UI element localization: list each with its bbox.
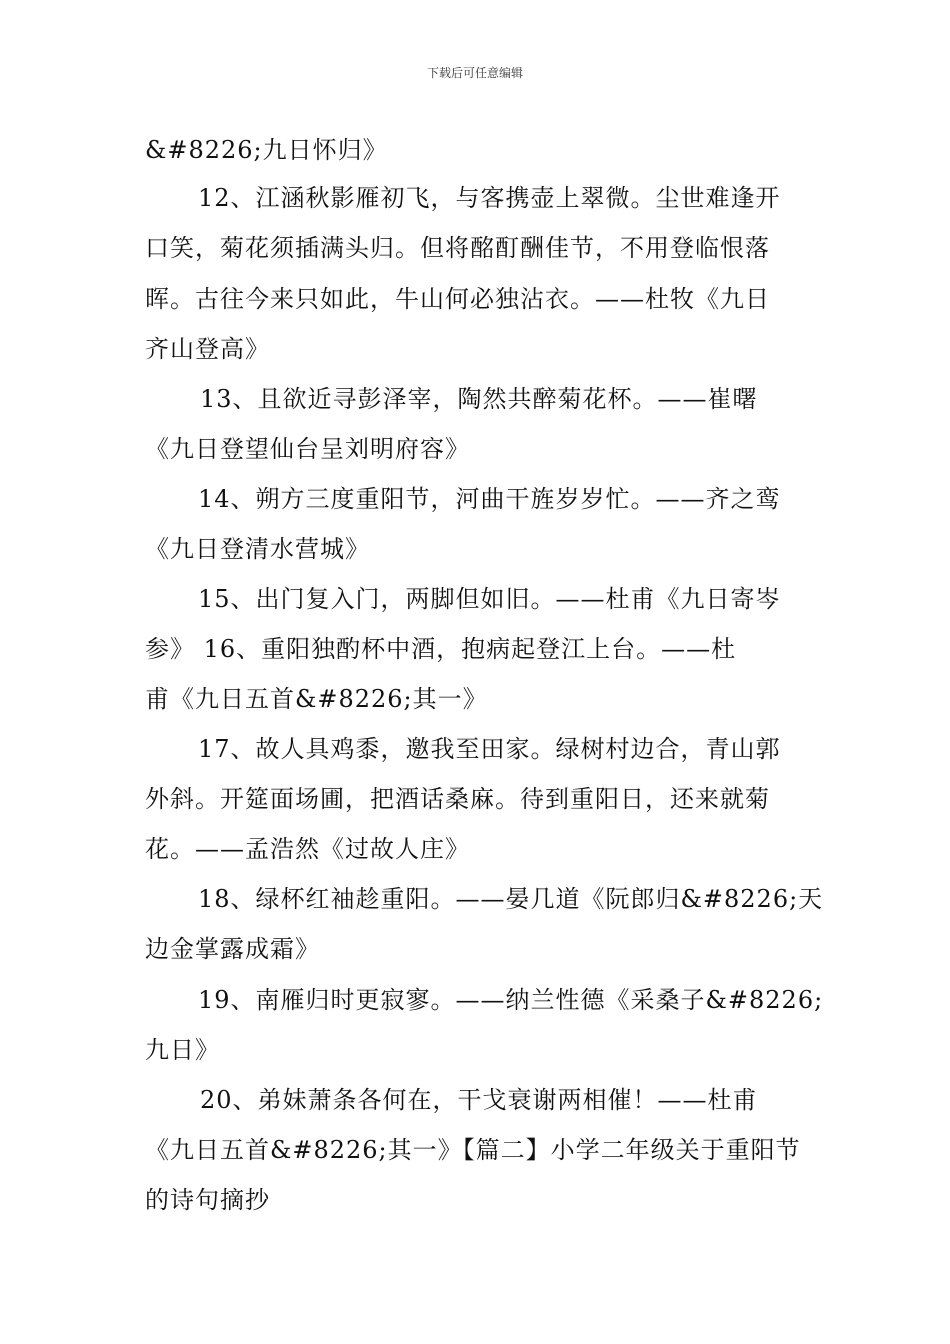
text-line: &#8226;九日怀归》 <box>145 136 388 164</box>
text-line: 参》 16、重阳独酌杯中酒，抱病起登江上台。——杜 <box>145 635 737 663</box>
text-line: 晖。古往今来只如此，牛山何必独沾衣。——杜牧《九日 <box>145 285 770 313</box>
text-line: 15、出门复入门，两脚但如旧。——杜甫《九日寄岑 <box>198 585 781 613</box>
text-line: 14、朔方三度重阳节，河曲干旌岁岁忙。——齐之鸾 <box>198 485 781 513</box>
text-line: 18、绿杯红袖趁重阳。——晏几道《阮郎归&#8226;天 <box>198 885 824 913</box>
text-line: 九日》 <box>145 1036 220 1064</box>
text-line: 《九日五首&#8226;其一》【篇二】小学二年级关于重阳节 <box>145 1136 801 1164</box>
text-line: 边金掌露成霜》 <box>145 935 320 963</box>
text-line: 《九日登清水营城》 <box>145 535 370 563</box>
text-line: 12、江涵秋影雁初飞，与客携壶上翠微。尘世难逢开 <box>198 184 781 212</box>
text-line: 20、弟妹萧条各何在，干戈衰谢两相催！——杜甫 <box>200 1086 758 1114</box>
text-line: 甫《九日五首&#8226;其一》 <box>145 685 488 713</box>
text-line: 齐山登高》 <box>145 335 270 363</box>
text-line: 《九日登望仙台呈刘明府容》 <box>145 435 470 463</box>
text-line: 的诗句摘抄 <box>145 1186 270 1214</box>
text-line: 19、南雁归时更寂寥。——纳兰性德《采桑子&#8226; <box>198 986 824 1014</box>
text-line: 17、故人具鸡黍，邀我至田家。绿树村边合，青山郭 <box>198 735 781 763</box>
page-header: 下载后可任意编辑 <box>426 66 523 80</box>
text-line: 口笑，菊花须插满头归。但将酩酊酬佳节，不用登临恨落 <box>145 234 770 262</box>
text-line: 13、且欲近寻彭泽宰，陶然共醉菊花杯。——崔曙 <box>200 385 758 413</box>
text-line: 花。——孟浩然《过故人庄》 <box>145 835 470 863</box>
text-line: 外斜。开筵面场圃，把酒话桑麻。待到重阳日，还来就菊 <box>145 785 770 813</box>
